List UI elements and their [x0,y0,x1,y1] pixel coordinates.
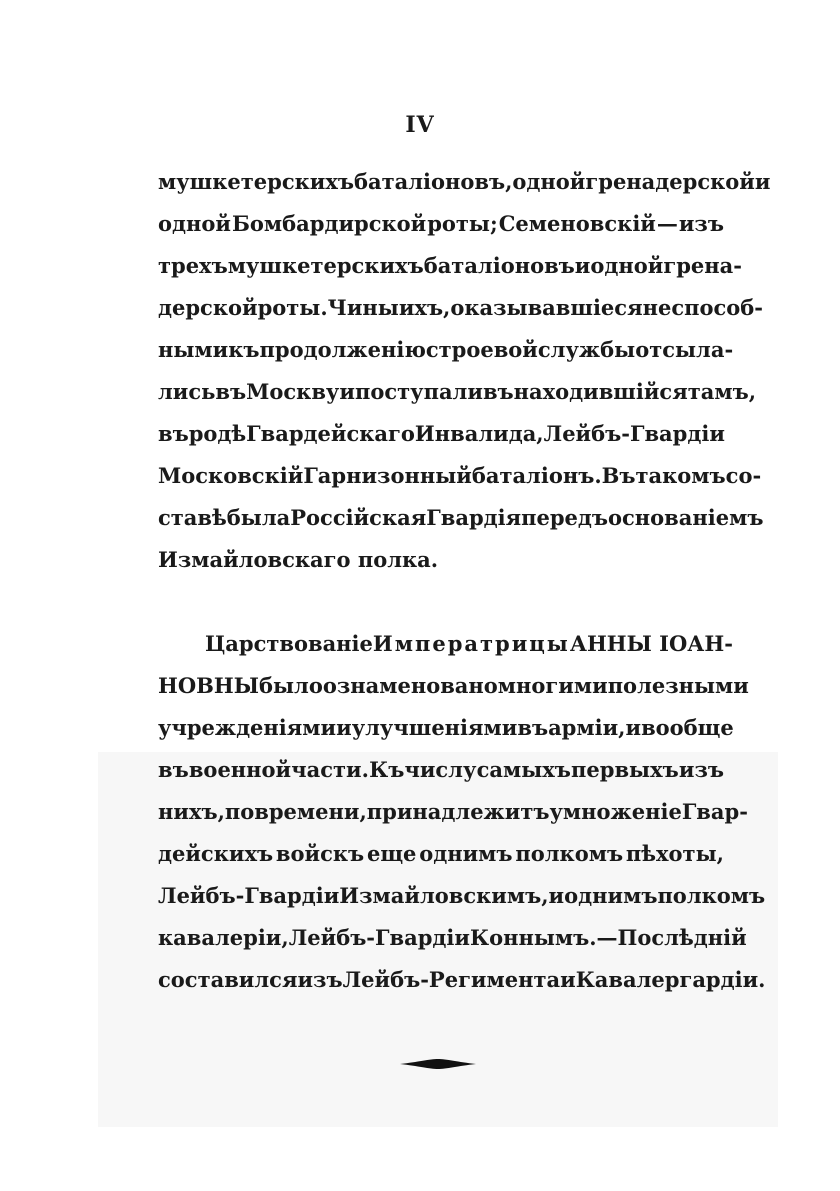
page-number: IV [405,112,435,138]
text-line: одной Бомбардирской роты; Семеновскій — изъ [158,211,724,236]
text-line: трехъ мушкетерскихъ баталіоновъ и одной грена- [158,253,742,278]
text-line: нихъ, по времени, принадлежитъ умноженіе Гвар- [158,799,748,824]
text-word: Царствованіе [205,631,373,656]
text-line: дерской роты. Чины ихъ, оказывавшіеся неспособ- [158,295,764,320]
divider-ornament [400,1058,476,1070]
caps-name: АННЫ ІОАН- [569,631,733,656]
text-line: лись въ Москву и поступали въ находившійся тамъ, [158,379,757,404]
text-line: ными къ продолженію строевой службы отсыла- [158,337,734,362]
text-line: въ военной части. Къ числу самыхъ первыхъ изъ [158,757,724,782]
text-line: составился изъ Лейбъ-Регимента и Кавалергардіи. [158,967,766,992]
text-line: Измайловскаго полка. [158,547,439,572]
text-line: кавалеріи, Лейбъ-Гвардіи Коннымъ. — Послѣдній [158,925,747,950]
text-line: НОВНЫ было ознаменовано многими полезными [158,673,749,698]
emphasis-word: Императрицы [372,631,570,656]
paragraph-first-line [205,630,733,658]
text-line: Лейбъ-Гвардіи Измайловскимъ, и однимъ полкомъ [158,883,766,908]
text-line: дейскихъ войскъ еще однимъ полкомъ пѣхоты, [158,841,724,866]
text-line: мушкетерскихъ баталіоновъ, одной гренадерской и [158,169,771,194]
text-line: Московскій Гарнизонный баталіонъ. Въ такомъ со- [158,463,762,488]
text-line: въ родѣ Гвардейскаго Инвалида, Лейбъ-Гвардіи [158,421,725,446]
text-line: ставѣ была Россійская Гвардія передъ основаніемъ [158,505,764,530]
text-line: учрежденіями и улучшеніями въ арміи, и вообще [158,715,734,740]
